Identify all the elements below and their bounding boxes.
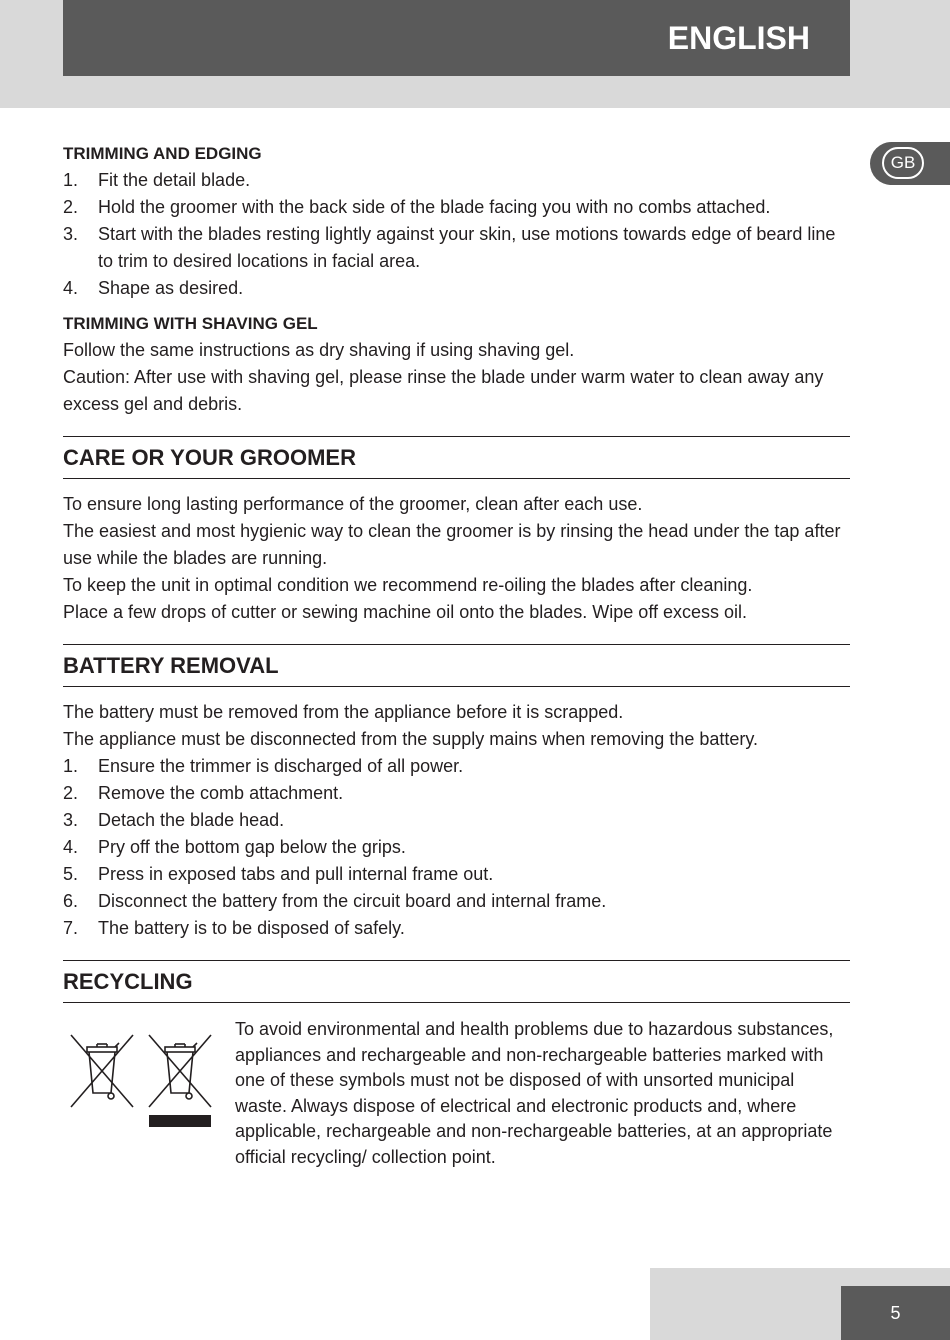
care-paragraph: To ensure long lasting performance of the groomer, clean after each use.: [63, 494, 643, 514]
recycling-text-block: [235, 1017, 835, 1170]
list-number: 3.: [63, 810, 79, 830]
care-paragraph: Place a few drops of cutter or sewing machine oil onto the blades. Wipe off excess oil.: [63, 602, 748, 622]
country-badge: GB: [882, 147, 924, 179]
list-number: 2.: [63, 197, 79, 217]
crossed-out-wheelie-bin-with-bar-icon: [147, 1033, 213, 1129]
recycling-text: To avoid environmental and health problems due to hazardous substances, appliances and rechargeable and non-rechargeable batteries marked with one of these symbols must not be disposed of with unsorted municipal waste. Always dispose of electrical and electronic products and, where applicable, rechargeable and non-rechargeable batteries, at an appropriate official recycling/ collection point.: [235, 1019, 834, 1167]
list-item: [63, 807, 850, 834]
care-heading: CARE OR YOUR GROOMER: [63, 436, 850, 479]
language-label: ENGLISH: [667, 19, 810, 56]
trimming-edging-steps: [63, 167, 850, 302]
list-item: [63, 221, 850, 275]
care-paragraph: To keep the unit in optimal condition we recommend re-oiling the blades after cleaning.: [63, 575, 753, 595]
list-number: 1.: [63, 756, 79, 776]
recycling-heading: RECYCLING: [63, 960, 850, 1003]
battery-heading: BATTERY REMOVAL: [63, 644, 850, 687]
page-number: 5: [841, 1286, 950, 1340]
list-number: 4.: [63, 837, 79, 857]
battery-steps: [63, 753, 850, 942]
shaving-gel-caution: Caution: After use with shaving gel, please rinse the blade under warm water to clean away any excess gel and debris.: [63, 367, 824, 414]
list-number: 3.: [63, 224, 79, 244]
list-text: Remove the comb attachment.: [98, 783, 344, 803]
battery-intro: The battery must be removed from the appliance before it is scrapped.: [63, 702, 624, 722]
list-item: [63, 915, 850, 942]
list-number: 2.: [63, 783, 79, 803]
list-number: 5.: [63, 864, 79, 884]
list-item: [63, 834, 850, 861]
list-text: Start with the blades resting lightly against your skin, use motions towards edge of beard line to trim to desired locations in facial area.: [98, 224, 836, 271]
list-text: Ensure the trimmer is discharged of all power.: [98, 756, 464, 776]
shaving-gel-heading: TRIMMING WITH SHAVING GEL: [63, 314, 318, 333]
shaving-gel-text: Follow the same instructions as dry shaving if using shaving gel.: [63, 340, 575, 360]
list-item: [63, 167, 850, 194]
list-item: [63, 888, 850, 915]
list-text: Disconnect the battery from the circuit board and internal frame.: [98, 891, 607, 911]
list-number: 6.: [63, 891, 79, 911]
trimming-edging-heading: TRIMMING AND EDGING: [63, 144, 262, 163]
list-item: [63, 194, 850, 221]
list-item: [63, 753, 850, 780]
battery-intro: The appliance must be disconnected from the supply mains when removing the battery.: [63, 729, 759, 749]
crossed-out-wheelie-bin-icon: [69, 1033, 135, 1109]
recycling-icons: [63, 1017, 241, 1170]
list-text: Pry off the bottom gap below the grips.: [98, 837, 406, 857]
page-content: [63, 140, 850, 1170]
care-paragraph: The easiest and most hygienic way to clean the groomer is by rinsing the head under the tap after use while the blades are running.: [63, 521, 841, 568]
language-tab: [870, 142, 950, 185]
list-text: Detach the blade head.: [98, 810, 285, 830]
recycling-row: [63, 1017, 850, 1170]
list-item: [63, 780, 850, 807]
list-text: Hold the groomer with the back side of the blade facing you with no combs attached.: [98, 197, 771, 217]
list-number: 1.: [63, 170, 79, 190]
list-text: Fit the detail blade.: [98, 170, 251, 190]
list-text: The battery is to be disposed of safely.: [98, 918, 405, 938]
list-number: 4.: [63, 278, 79, 298]
list-text: Press in exposed tabs and pull internal frame out.: [98, 864, 494, 884]
list-item: [63, 275, 850, 302]
list-item: [63, 861, 850, 888]
list-text: Shape as desired.: [98, 278, 244, 298]
language-header: [63, 0, 850, 76]
list-number: 7.: [63, 918, 79, 938]
